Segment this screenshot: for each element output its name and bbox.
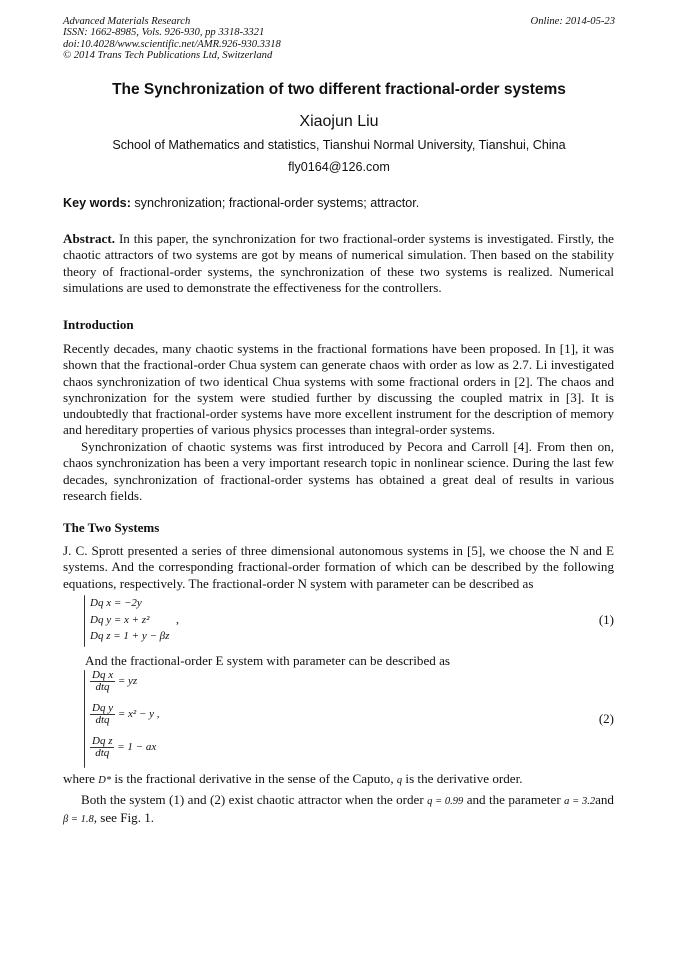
systems-paragraph-4 <box>63 792 614 829</box>
issn: ISSN: 1662-8985, Vols. 926-930, pp 3318-3321 <box>63 27 265 39</box>
math: q = 0.99 <box>427 796 464 807</box>
intro-paragraph-1: Recently decades, many chaotic systems in the fractional formations have been proposed. In [1], it was shown that the fractional-order Chua system can generate chaos with order as low as 2.7. Li investigated chaos synchronization of two identical Chua systems with some fractional orders in [2]. The chaos and synchronization for the system were studied further by discussing the coupled matrix in [3]. It is undoubtedly that fractional-order systems have more excellent instrument for the description of memory and hereditary properties of various physics processes than integral-order systems. <box>63 341 614 438</box>
paper-title: The Synchronization of two different fractional-order systems <box>112 81 566 98</box>
denominator: dtq <box>95 681 110 693</box>
text: is the fractional derivative in the sense of the Caputo, <box>111 771 397 786</box>
eq2-line <box>90 703 160 736</box>
email: fly0164@126.com <box>288 160 390 174</box>
rhs: = 1 − ax <box>117 741 157 754</box>
text: Both the system (1) and (2) exist chaotic attractor when the order <box>81 792 428 807</box>
section-heading-introduction: Introduction <box>63 317 134 332</box>
affiliation: School of Mathematics and statistics, Tianshui Normal University, Tianshui, China <box>112 138 566 152</box>
eq1-comma: , <box>176 612 179 626</box>
brace <box>84 670 85 768</box>
denominator: dtq <box>95 747 110 759</box>
brace <box>84 595 85 647</box>
eq2-line <box>90 736 160 769</box>
rhs: = x² − y , <box>117 708 160 721</box>
equation-number-2: (2) <box>598 711 614 726</box>
author: Xiaojun Liu <box>299 113 379 130</box>
text: , see Fig. 1. <box>93 810 155 826</box>
equation-2 <box>90 670 160 769</box>
section-heading-two-systems: The Two Systems <box>63 520 160 535</box>
online-date: Online: 2014-05-23 <box>530 16 615 27</box>
copyright: © 2014 Trans Tech Publications Ltd, Switzerland <box>63 49 273 61</box>
numerator: Dq y <box>92 702 114 714</box>
systems-paragraph-1: J. C. Sprott presented a series of three dimensional autonomous systems in [5], we choose the N and E systems. And the corresponding fractional-order formation of which can be described by the following equations, respectively. The fractional-order N system with parameter can be described as <box>63 543 614 591</box>
keywords: Key words: synchronization; fractional-order systems; attractor. <box>63 196 420 210</box>
math: β = 1.8 <box>63 814 94 826</box>
eq1-line: Dq x = −2y <box>90 597 142 609</box>
journal-header <box>63 16 281 61</box>
text: and <box>595 792 614 807</box>
abstract: Abstract. In this paper, the synchronization for two fractional-order systems is investigated. Firstly, the chaotic attractors of two systems are got by means of numerical simulation. Then based on the stability theory of fractional-order systems, the synchronization of these two systems is realized. Numerical simulations are used to demonstrate the effectiveness for the controllers. <box>63 231 614 295</box>
intro-paragraph-2: Synchronization of chaotic systems was first introduced by Pecora and Carroll [4]. From then on, chaos synchronization has been a very important research topic in nonlinear science. During the last few decades, synchronization of fractional-order systems has obtained a great deal of results in various research fields. <box>63 439 614 503</box>
equation-number-1: (1) <box>598 612 614 627</box>
systems-paragraph-2: And the fractional-order E system with parameter can be described as <box>85 653 451 668</box>
text: and the parameter <box>463 792 565 807</box>
equation-1 <box>90 595 169 645</box>
eq2-line <box>90 670 160 703</box>
numerator: Dq x <box>92 669 114 681</box>
doi: doi:10.4028/www.scientific.net/AMR.926-930.3318 <box>63 38 281 50</box>
abstract-label: Abstract. <box>63 231 115 246</box>
eq1-line: Dq z = 1 + y − βz <box>90 630 170 642</box>
keywords-label: Key words: <box>63 196 131 210</box>
math: q <box>396 775 403 786</box>
numerator: Dq z <box>92 735 113 747</box>
rhs: = yz <box>117 675 138 688</box>
math: D* <box>98 775 112 786</box>
systems-paragraph-3 <box>63 771 614 789</box>
text: is the derivative order. <box>402 771 523 786</box>
text: where <box>63 771 99 786</box>
denominator: dtq <box>95 714 110 726</box>
eq1-line: Dq y = x + z² <box>90 613 150 626</box>
journal-name: Advanced Materials Research <box>63 16 191 27</box>
math: a = 3.2 <box>564 796 596 807</box>
